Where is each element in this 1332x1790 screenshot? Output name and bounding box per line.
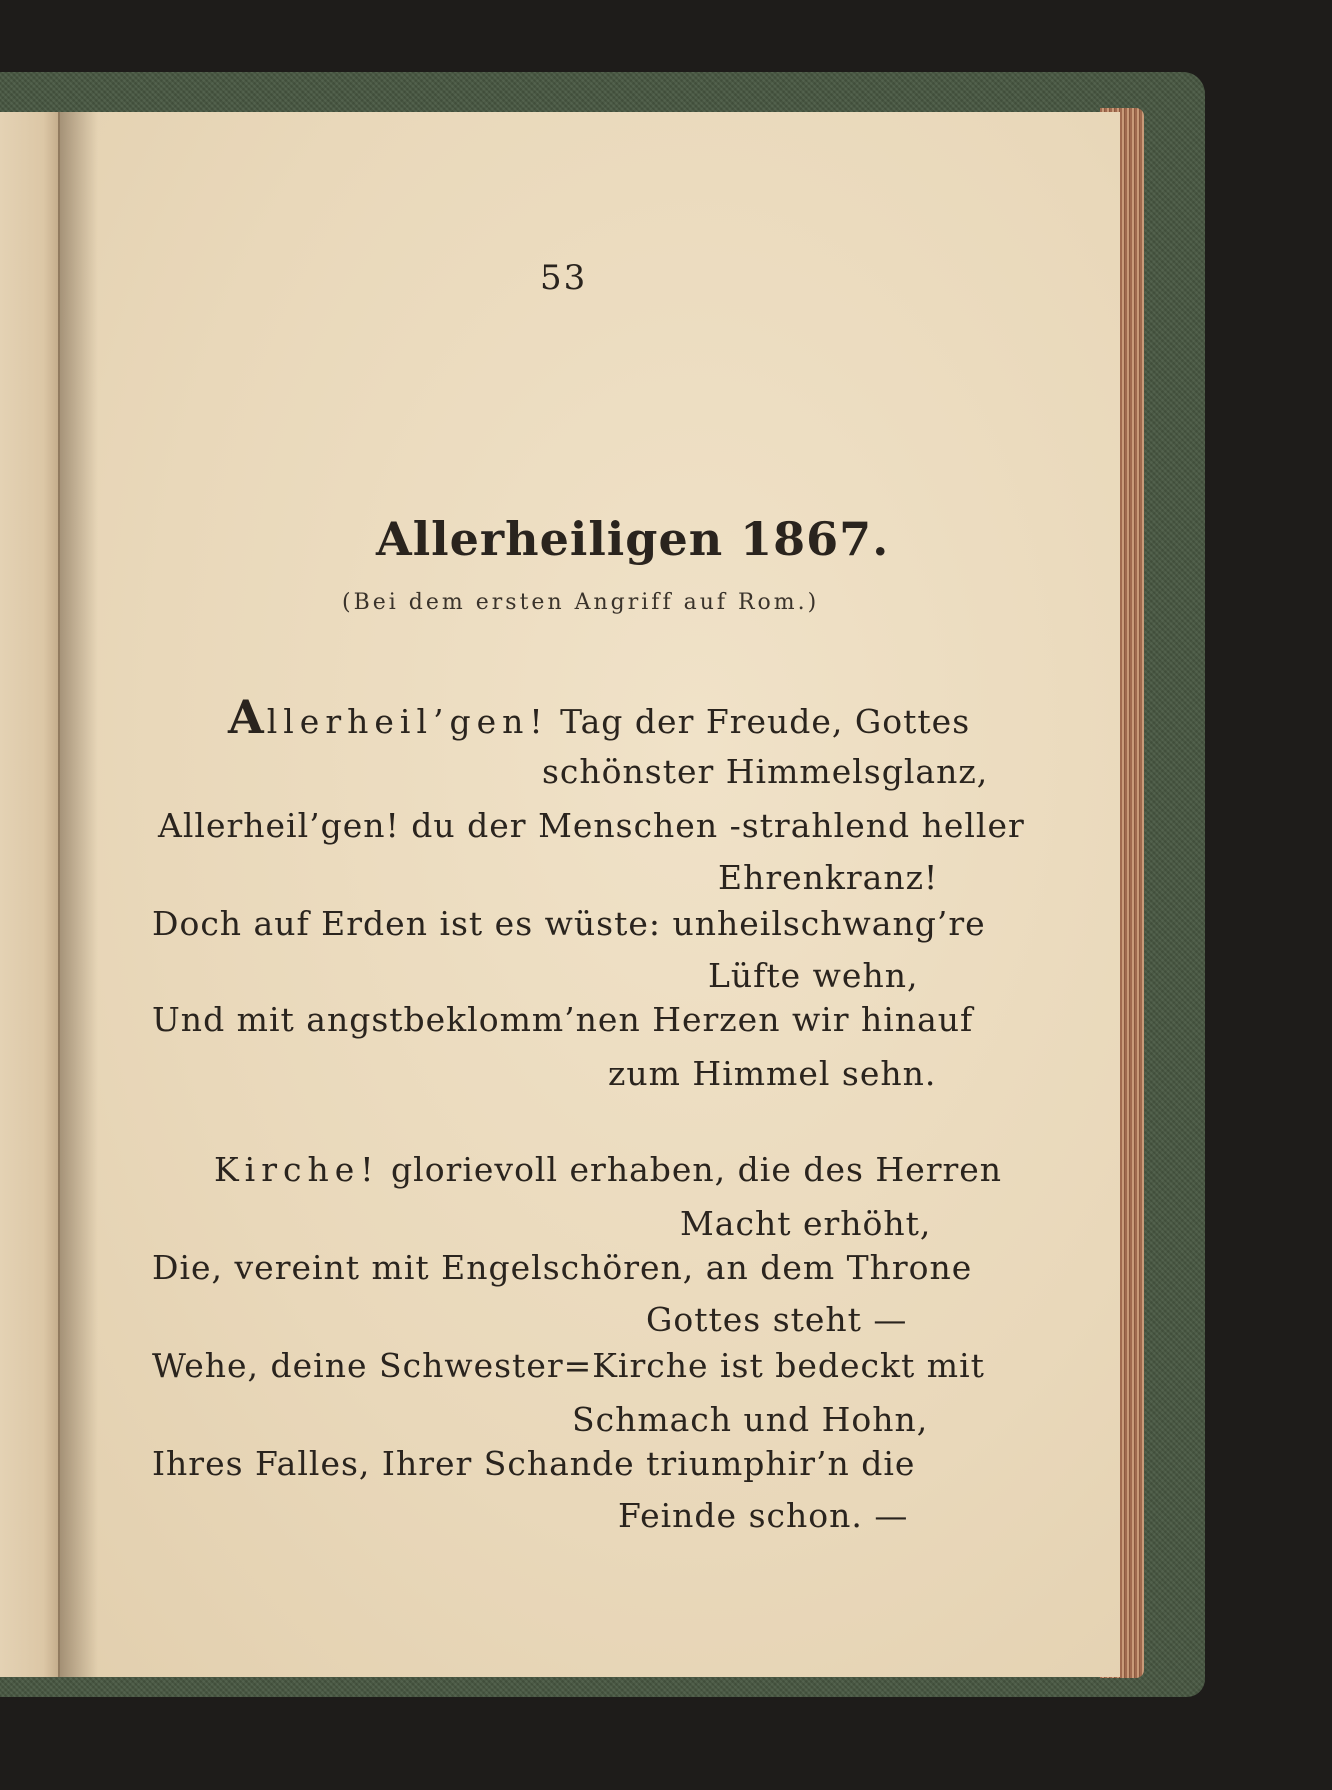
poem-title: Allerheiligen 1867. <box>376 512 890 566</box>
stanza2-line1-cont: Macht erhöht, <box>680 1204 932 1243</box>
stanza1-line3: Doch auf Erden ist es wüste: unheilschwang’re <box>152 904 986 943</box>
stanza1-line2: Allerheil’gen! du der Menschen -strahlend heller <box>158 806 1025 845</box>
stanza2-line3-cont: Schmach und Hohn, <box>572 1400 929 1439</box>
stanza1-line2-cont: Ehrenkranz! <box>718 858 939 897</box>
stanza2-line4: Ihres Falles, Ihrer Schande triumphir’n die <box>152 1444 916 1483</box>
stanza2-line1-spaced: Kirche! <box>214 1150 380 1189</box>
stanza2-line1-rest: glorievoll erhaben, die des Herren <box>391 1150 1003 1189</box>
stanza1-line4-cont: zum Himmel sehn. <box>608 1054 937 1093</box>
gutter-shadow <box>58 112 98 1677</box>
stanza1-line4: Und mit angstbeklomm’nen Herzen wir hinauf <box>152 1000 974 1039</box>
stanza1-line1-rest: Tag der Freude, Gottes <box>560 702 971 741</box>
stanza2-line1 <box>214 1150 1002 1189</box>
stanza2-line4-cont: Feinde schon. — <box>618 1496 909 1535</box>
stanza2-line2: Die, vereint mit Engelschören, an dem Throne <box>152 1248 973 1287</box>
stanza1-line3-cont: Lüfte wehn, <box>708 956 919 995</box>
left-page <box>0 112 62 1677</box>
stanza1-line1-cont: schönster Himmelsglanz, <box>542 752 989 791</box>
page-number: 53 <box>540 258 588 298</box>
stanza1-line1 <box>228 690 970 744</box>
stanza2-line2-cont: Gottes steht — <box>646 1300 908 1339</box>
stanza1-line1-spaced: llerheil’gen! <box>266 702 549 741</box>
drop-cap: A <box>228 690 265 744</box>
poem-subtitle: (Bei dem ersten Angriff auf Rom.) <box>342 590 820 615</box>
right-page <box>60 112 1120 1677</box>
stanza2-line3: Wehe, deine Schwester=Kirche ist bedeckt mit <box>152 1346 985 1385</box>
